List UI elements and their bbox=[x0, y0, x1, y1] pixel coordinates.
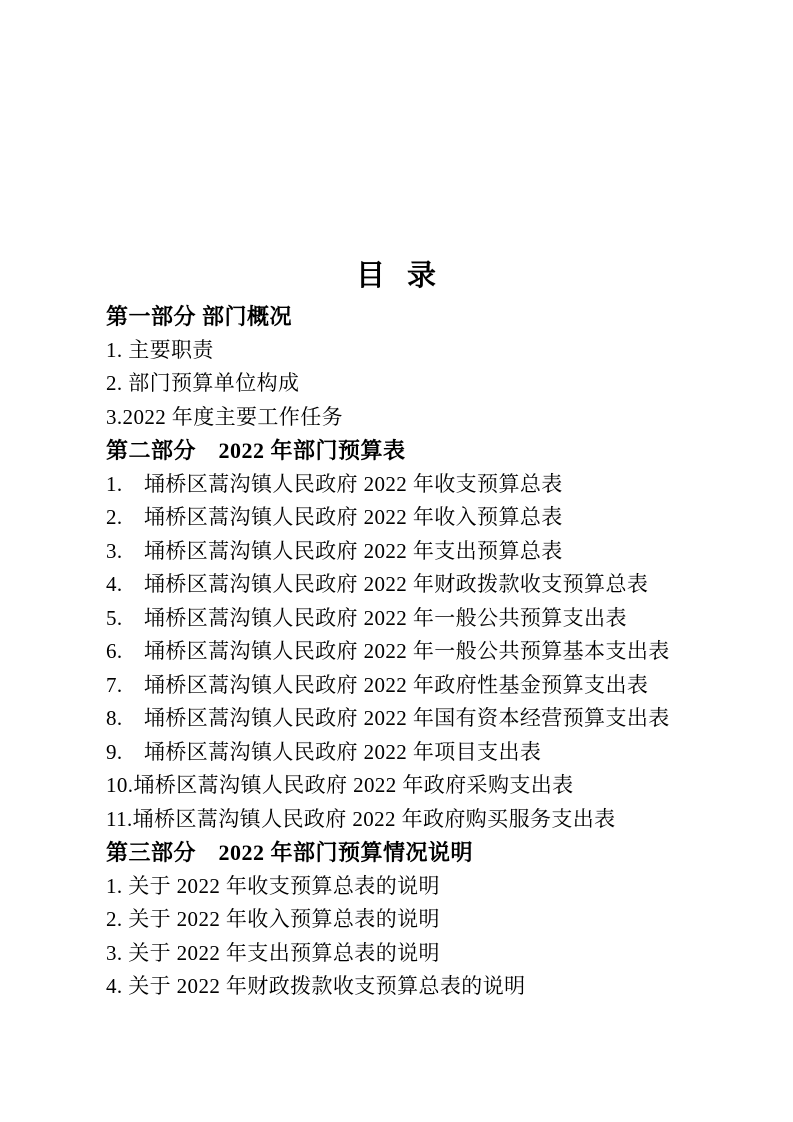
toc-item: 3. 关于 2022 年支出预算总表的说明 bbox=[106, 940, 440, 965]
toc-item: 10.埇桥区蒿沟镇人民政府 2022 年政府采购支出表 bbox=[106, 773, 574, 797]
toc-item: 7. 埇桥区蒿沟镇人民政府 2022 年政府性基金预算支出表 bbox=[106, 672, 649, 697]
toc-item: 2. 关于 2022 年收入预算总表的说明 bbox=[106, 907, 440, 931]
toc-item: 9. 埇桥区蒿沟镇人民政府 2022 年项目支出表 bbox=[106, 739, 542, 764]
toc-item: 4. 关于 2022 年财政拨款收支预算总表的说明 bbox=[106, 974, 526, 998]
toc-item: 4. 埇桥区蒿沟镇人民政府 2022 年财政拨款收支预算总表 bbox=[106, 572, 649, 596]
toc-item: 6. 埇桥区蒿沟镇人民政府 2022 年一般公共预算基本支出表 bbox=[106, 639, 670, 663]
toc-item: 8. 埇桥区蒿沟镇人民政府 2022 年国有资本经营预算支出表 bbox=[106, 706, 670, 730]
toc-item: 1. 埇桥区蒿沟镇人民政府 2022 年收支预算总表 bbox=[106, 471, 563, 496]
toc-item: 5. 埇桥区蒿沟镇人民政府 2022 年一般公共预算支出表 bbox=[106, 605, 627, 630]
toc-item: 1. 关于 2022 年收支预算总表的说明 bbox=[106, 873, 440, 898]
toc-item: 11.埇桥区蒿沟镇人民政府 2022 年政府购买服务支出表 bbox=[106, 806, 616, 831]
toc-item: 3. 埇桥区蒿沟镇人民政府 2022 年支出预算总表 bbox=[106, 538, 563, 563]
toc-title: 目 录 bbox=[355, 260, 438, 292]
toc-section-heading-part1: 第一部分 部门概况 bbox=[106, 304, 293, 329]
toc-section-heading-part2: 第二部分 2022 年部门预算表 bbox=[106, 438, 406, 463]
toc-item: 2. 埇桥区蒿沟镇人民政府 2022 年收入预算总表 bbox=[106, 505, 563, 529]
toc-list bbox=[106, 300, 705, 1004]
toc-section-heading-part3: 第三部分 2022 年部门预算情况说明 bbox=[106, 840, 474, 865]
toc-item: 1. 主要职责 bbox=[106, 337, 214, 362]
toc-item: 3.2022 年度主要工作任务 bbox=[106, 404, 343, 429]
toc-item: 2. 部门预算单位构成 bbox=[106, 371, 300, 395]
